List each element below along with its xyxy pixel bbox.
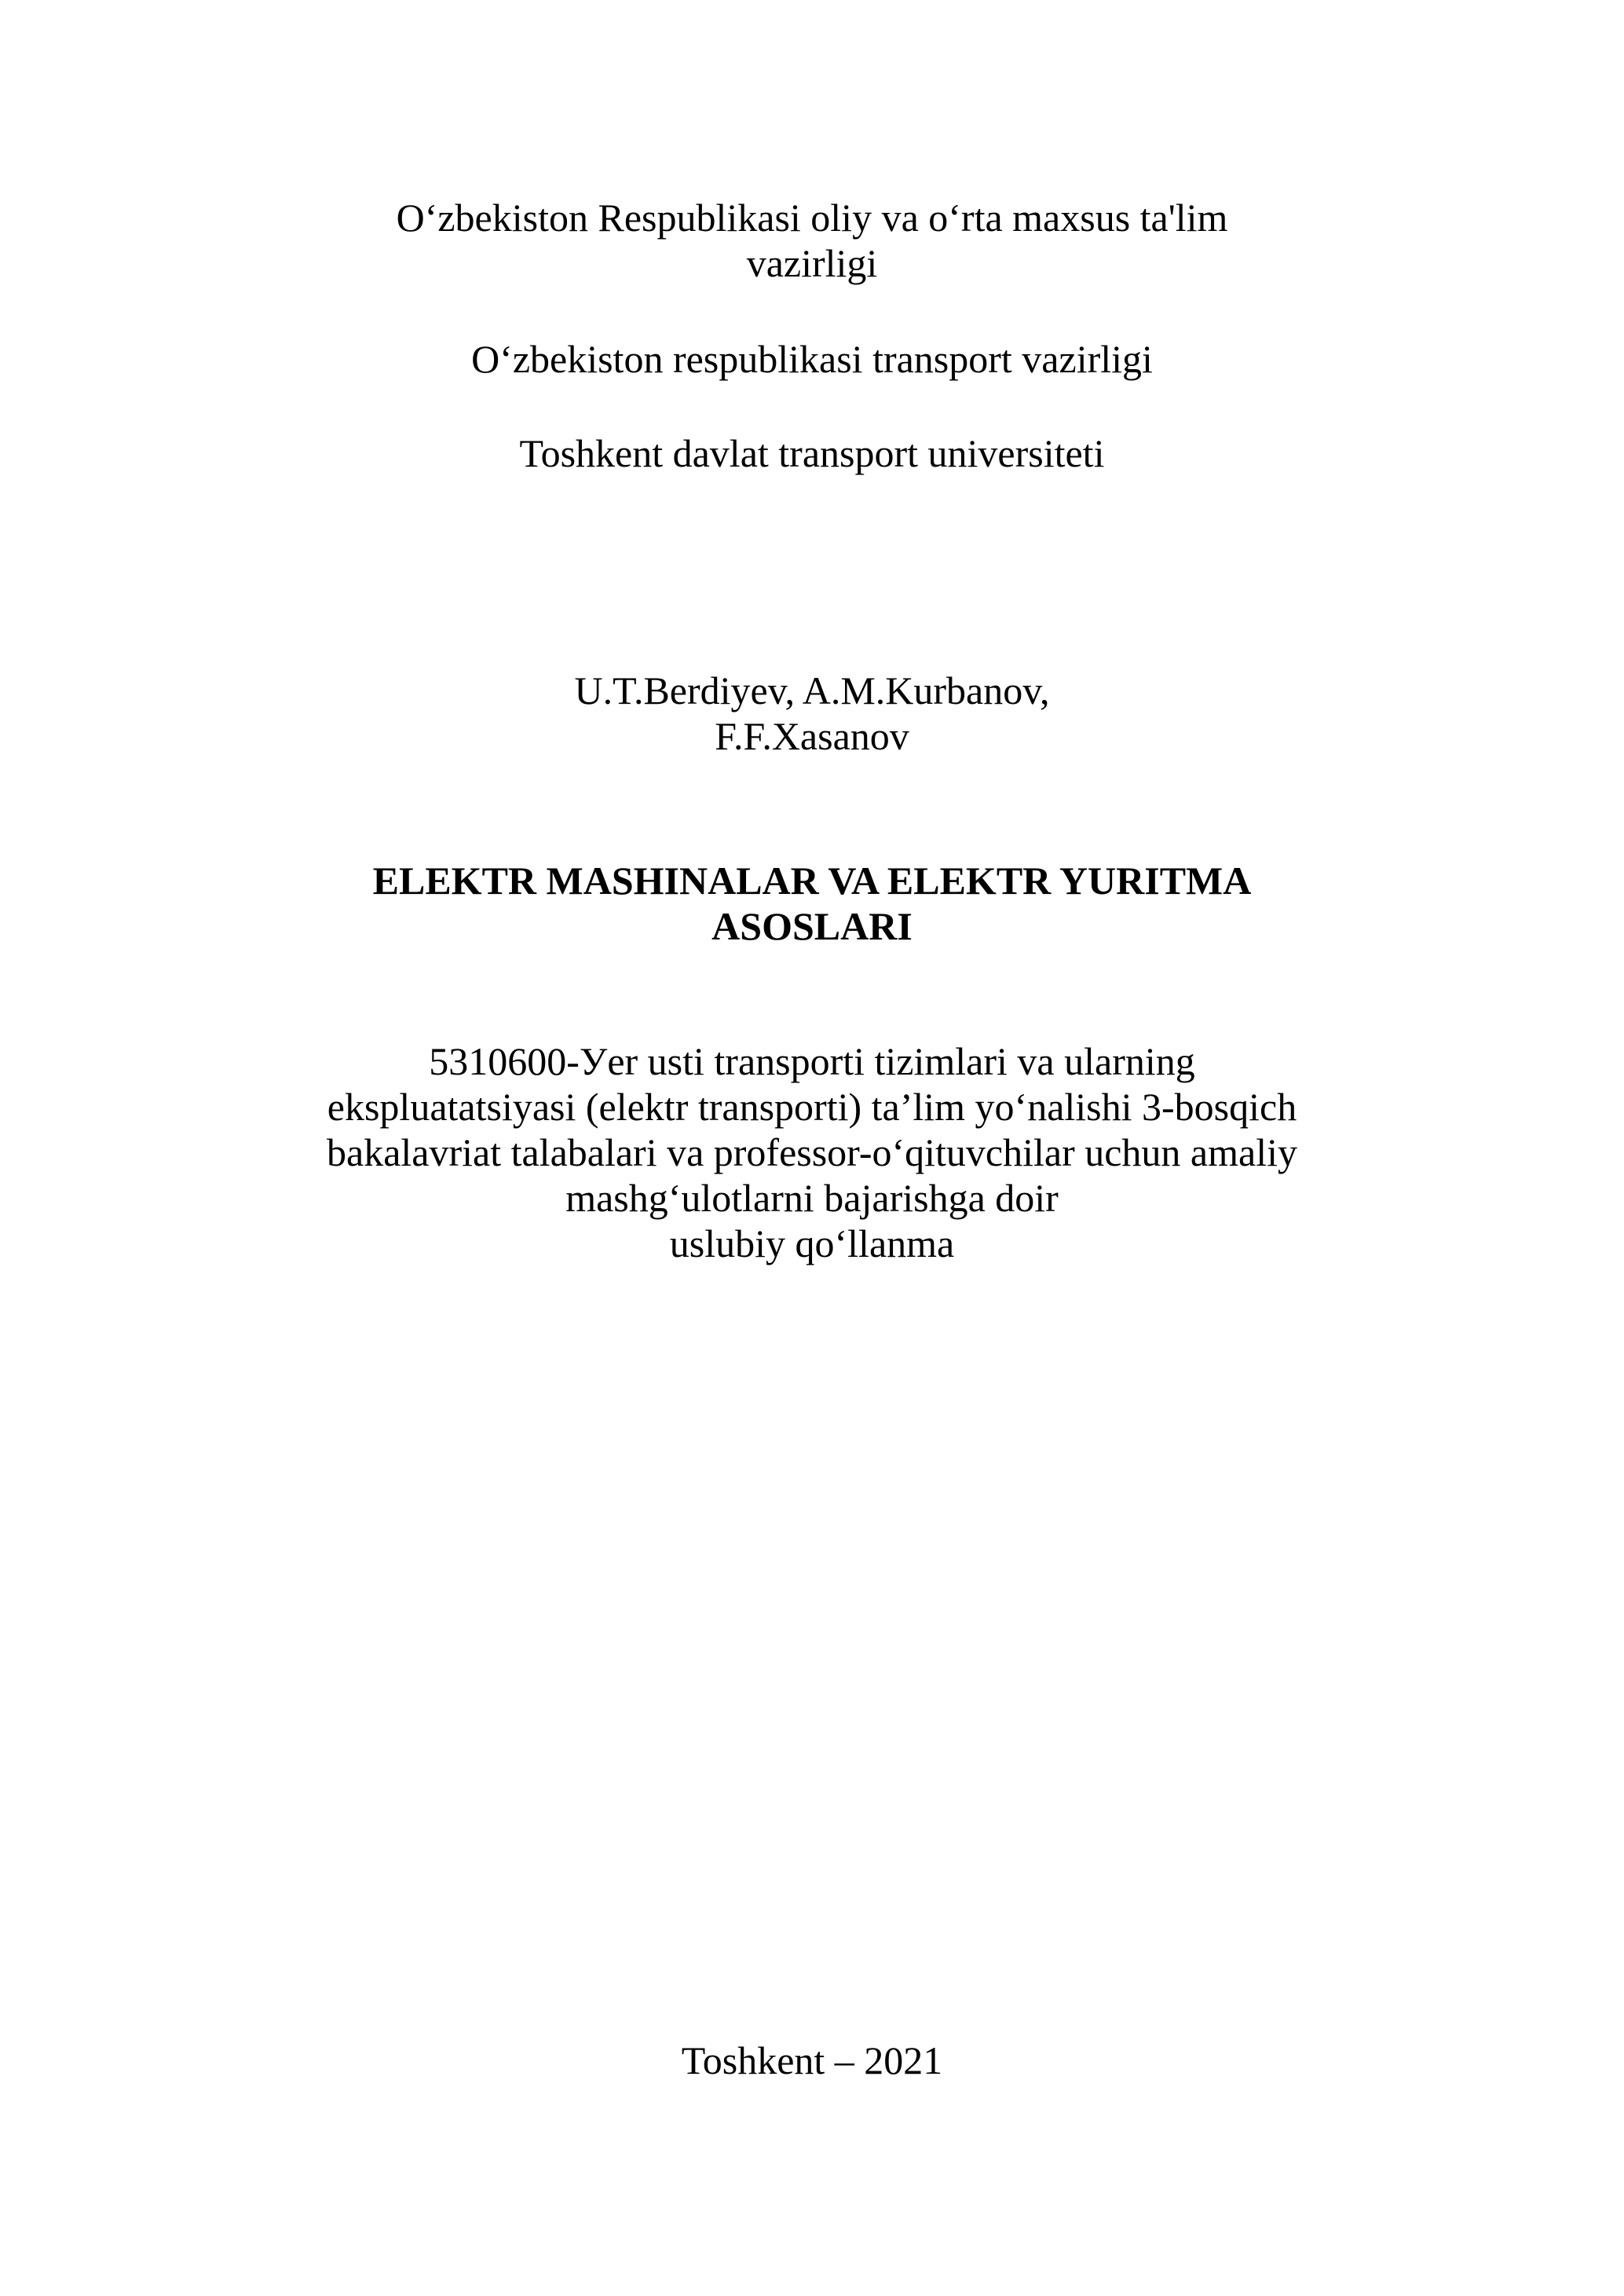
description-line-2: ekspluatatsiyasi (elektr transporti) ta’lim yo‘nalishi 3-bosqich [327,1085,1297,1129]
ministry-line-1: O‘zbekiston Respublikasi oliy va o‘rta maxsus ta'lim [396,196,1228,240]
description-line-5: uslubiy qo‘llanma [669,1221,955,1265]
authors [0,668,1624,759]
description-line-3: bakalavriat talabalari va professor-o‘qituvchilar uchun amaliy [327,1130,1297,1174]
place-year-line: Toshkent – 2021 [681,2038,943,2082]
title-line-2: ASOSLARI [711,904,913,948]
title-line-1: ELEKTR MASHINALAR VA ELEKTR YURITMA [372,859,1252,903]
transport-ministry-line: O‘zbekiston respublikasi transport vazirligi [471,337,1153,381]
book-description [0,1038,1624,1266]
university-name [0,430,1624,476]
authors-line-2: F.F.Xasanov [715,714,909,758]
book-title [0,858,1624,949]
place-and-year [0,2038,1624,2083]
ministry-line-2: vazirligi [746,241,878,285]
ministry-of-education [0,195,1624,286]
ministry-of-transport [0,336,1624,382]
description-line-4: mashg‘ulotlarni bajarishga doir [565,1176,1059,1220]
authors-line-1: U.T.Berdiyev, A.M.Kurbanov, [574,668,1050,712]
university-line: Toshkent davlat transport universiteti [519,431,1105,475]
description-line-1: 5310600-Уer usti transporti tizimlari va ularning [429,1039,1195,1083]
